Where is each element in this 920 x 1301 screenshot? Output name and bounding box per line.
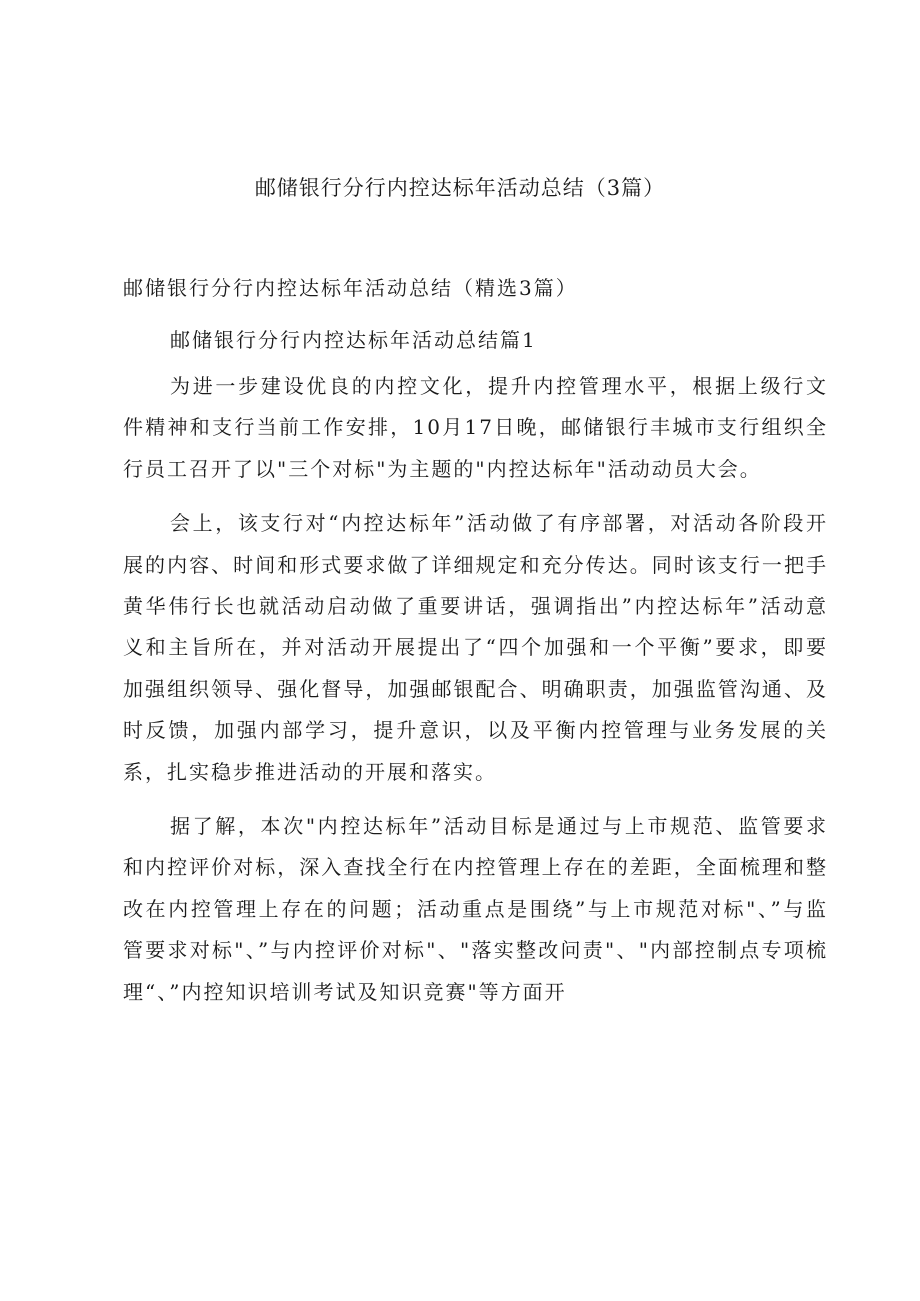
document-title: 邮储银行分行内控达标年活动总结（3篇） — [254, 176, 666, 200]
paragraph-2: 会上，该支行对“内控达标年”活动做了有序部署，对活动各阶段开展的内容、时间和形式要求做了详细规定和充分传达。同时该支行一把手黄华伟行长也就活动启动做了重要讲话，强调指出”内控达标年”活动意义和主旨所在，并对活动开展提出了“四个加强和一个平衡”要求，即要加强组织领导、强化督导，加强邮银配合、明确职责，加强监管沟通、及时反馈，加强内部学习，提升意识，以及平衡内控管理与业务发展的关系，扎实稳步推进活动的开展和落实。 — [123, 511, 828, 784]
document-subtitle: 邮储银行分行内控达标年活动总结（精选3篇） — [123, 276, 578, 300]
paragraph-1: 为进一步建设优良的内控文化，提升内控管理水平，根据上级行文件精神和支行当前工作安排，10月17日晚，邮储银行丰城市支行组织全行员工召开了以"三个对标"为主题的"内控达标年"活动动员大会。 — [123, 374, 828, 481]
section-heading: 邮储银行分行内控达标年活动总结篇1 — [170, 328, 537, 352]
body-text — [123, 366, 828, 1026]
paragraph-3: 据了解，本次"内控达标年”活动目标是通过与上市规范、监管要求和内控评价对标，深入查找全行在内控管理上存在的差距，全面梳理和整改在内控管理上存在的问题；活动重点是围绕”与上市规范对标"、”与监管要求对标"、”与内控评价对标"、"落实整改问责"、"内部控制点专项梳理“、”内控知识培训考试及知识竞赛"等方面开 — [123, 814, 828, 1004]
